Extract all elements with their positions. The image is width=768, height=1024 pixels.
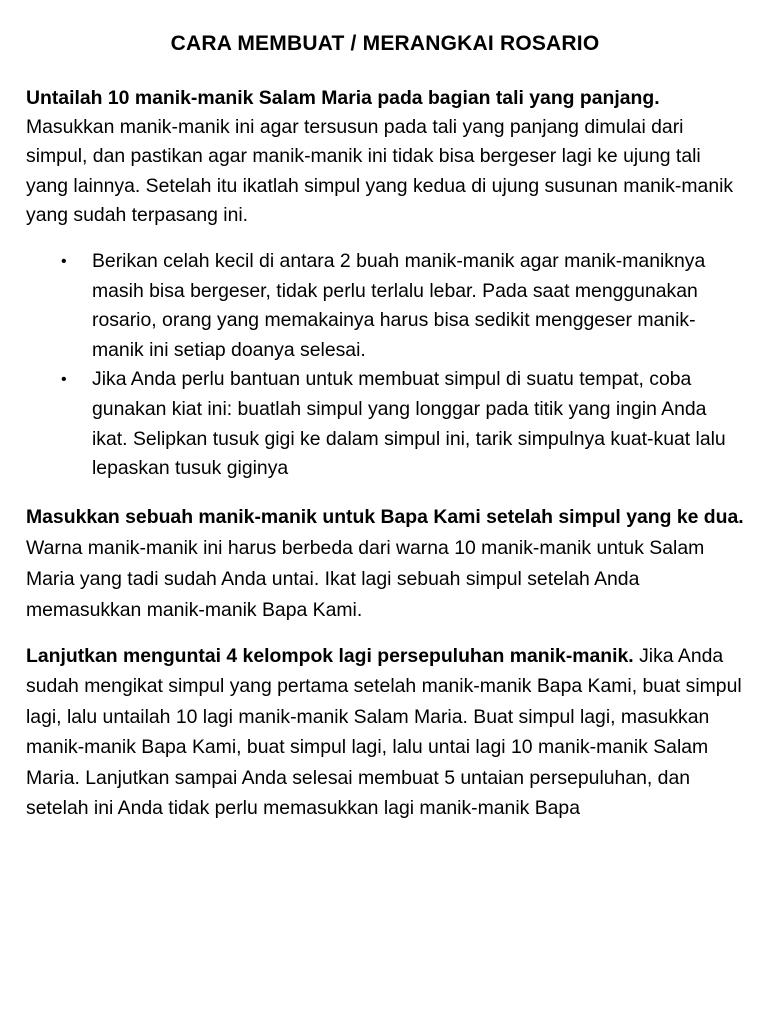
- paragraph-body: Masukkan manik-manik ini agar tersusun pada tali yang panjang dimulai dari simpul, dan pastikan agar manik-manik ini tidak bisa bergeser lagi ke ujung tali yang lainnya. Setelah itu ikatlah simpul yang kedua di ujung susunan manik-manik yang sudah terpasang ini.: [26, 116, 734, 226]
- list-item-text: Jika Anda perlu bantuan untuk membuat simpul di suatu tempat, coba gunakan kiat ini: buatlah simpul yang longgar pada titik yang ingin Anda ikat. Selipkan tusuk gigi ke dalam simpul ini, tarik simpulnya kuat-kuat lalu lepaskan tusuk giginya: [92, 368, 726, 480]
- list-item: [61, 365, 744, 483]
- paragraph-lead: Untailah 10 manik-manik Salam Maria pada bagian tali yang panjang.: [26, 87, 660, 109]
- paragraph-lead: Masukkan sebuah manik-manik untuk Bapa Kami setelah simpul yang ke dua.: [26, 505, 744, 528]
- bullet-icon: •: [61, 253, 67, 271]
- bullet-icon: •: [61, 371, 67, 389]
- paragraph-step-2: [26, 502, 744, 627]
- paragraph-lead: Lanjutkan menguntai 4 kelompok lagi persepuluhan manik-manik.: [26, 644, 634, 667]
- paragraph-step-3: [26, 641, 744, 824]
- paragraph-body: Jika Anda sudah mengikat simpul yang pertama setelah manik-manik Bapa Kami, buat simpul lagi, lalu untailah 10 lagi manik-manik Salam Maria. Buat simpul lagi, masukkan manik-manik Bapa Kami, buat simpul lagi, lalu untai lagi 10 manik-manik Salam Maria. Lanjutkan sampai Anda selesai membuat 5 untaian persepuluhan, dan setelah ini Anda tidak perlu memasukkan lagi manik-manik Bapa: [26, 644, 742, 820]
- list-item-text: Berikan celah kecil di antara 2 buah manik-manik agar manik-maniknya masih bisa bergeser, tidak perlu terlalu lebar. Pada saat menggunakan rosario, orang yang memakainya harus bisa sedikit menggeser manik-manik ini setiap doanya selesai.: [92, 250, 706, 361]
- paragraph-step-1: [26, 84, 744, 230]
- tips-list: [26, 247, 744, 484]
- page-title: CARA MEMBUAT / MERANGKAI ROSARIO: [170, 32, 600, 55]
- paragraph-body: Warna manik-manik ini harus berbeda dari warna 10 manik-manik untuk Salam Maria yang tadi sudah Anda untai. Ikat lagi sebuah simpul setelah Anda memasukkan manik-manik Bapa Kami.: [26, 536, 705, 622]
- list-item: [61, 247, 744, 365]
